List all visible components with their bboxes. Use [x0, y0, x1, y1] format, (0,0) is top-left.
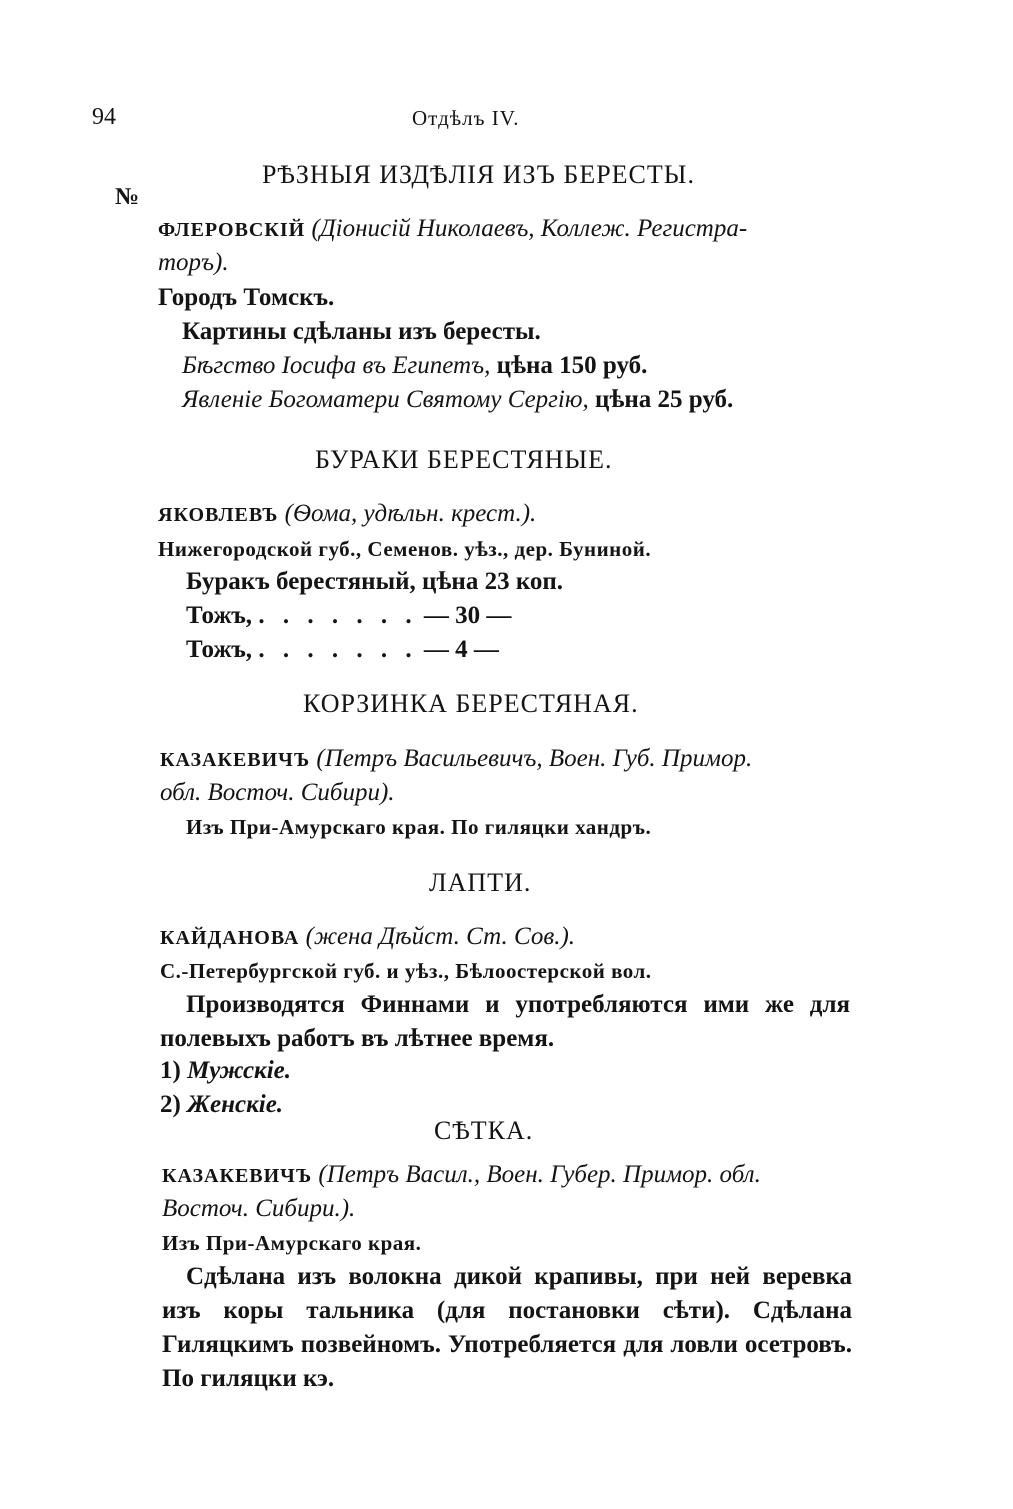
exhibitor-line	[158, 497, 536, 532]
page-number: 94	[92, 104, 116, 130]
location: Городъ Томскъ.	[158, 284, 335, 311]
section-heading: РѢЗНЫЯ ИЗДѢЛІЯ ИЗЪ БЕРЕСТЫ.	[262, 160, 695, 189]
list-item: Буракъ берестяный, цѣна 23 коп.	[186, 568, 564, 595]
exhibitor-line	[158, 212, 747, 247]
item-value: — 4 —	[423, 636, 499, 663]
exhibitor-name: КАЙДАНОВА	[160, 927, 300, 949]
list-item	[182, 349, 647, 383]
exhibitor-info: (Петръ Васильевичъ, Воен. Губ. Примор.	[316, 745, 753, 772]
item-title: Явленіе Богоматери Святому Сергію,	[182, 386, 589, 413]
item-value: — 30 —	[423, 602, 512, 629]
section-heading: СѢТКА.	[434, 1116, 534, 1145]
item-label: Женскіе.	[187, 1091, 284, 1118]
exhibitor-info-continued: обл. Восточ. Сибири).	[160, 779, 395, 806]
location: Изъ При-Амурскаго края.	[162, 1231, 422, 1255]
item-price: цѣна 150 руб.	[496, 352, 648, 379]
list-item	[186, 599, 511, 633]
exhibitor-info-continued: торъ).	[158, 249, 229, 276]
exhibitor-line	[160, 920, 575, 955]
item-number: 2)	[160, 1091, 181, 1118]
exhibitor-info-continued: Восточ. Сибири.).	[162, 1195, 356, 1222]
item-leader-dots: . . . . . . .	[258, 602, 418, 629]
exhibitor-name: КАЗАКЕВИЧЪ	[162, 1165, 313, 1187]
description: Картины сдѣланы изъ бересты.	[182, 318, 541, 345]
location: С.-Петербургской губ. и уѣз., Бѣлоостерской вол.	[160, 959, 652, 983]
list-item	[160, 1088, 283, 1122]
section-heading: ЛАПТИ.	[429, 868, 532, 897]
exhibitor-info: (Петръ Васил., Воен. Губер. Примор. обл.	[318, 1161, 761, 1188]
item-number: 1)	[160, 1057, 181, 1084]
exhibitor-name: ФЛЕРОВСКІЙ	[158, 219, 306, 241]
exhibitor-line	[162, 1158, 761, 1193]
exhibitor-name: ЯКОВЛЕВЪ	[158, 504, 279, 526]
item-price: цѣна 25 руб.	[595, 386, 734, 413]
exhibitor-name: КАЗАКЕВИЧЪ	[160, 749, 311, 771]
location: Изъ При-Амурскаго края. По гиляцки хандръ.	[186, 815, 652, 839]
list-item	[182, 383, 733, 417]
list-item	[186, 633, 499, 667]
item-title: Бѣгство Іосифа въ Египетъ,	[182, 352, 491, 379]
running-head: Отдѣлъ IV.	[412, 106, 520, 130]
exhibitor-info: (жена Дѣйст. Ст. Сов.).	[305, 923, 576, 950]
number-column-mark: №	[115, 184, 140, 210]
description: Производятся Финнами и употребляются ими же для полевыхъ работъ въ лѣтнее время.	[160, 991, 850, 1052]
section-heading: БУРАКИ БЕРЕСТЯНЫЕ.	[315, 445, 613, 474]
exhibitor-info: (Діонисій Николаевъ, Коллеж. Регистра-	[311, 215, 748, 242]
item-label: Тожъ,	[186, 602, 253, 629]
exhibitor-line	[160, 742, 752, 777]
description: Сдѣлана изъ волокна дикой крапивы, при ней веревка изъ коры тальника (для постановки сѣти). Сдѣлана Гиляцкимъ позвейномъ. Употребляется для ловли осетровъ. По гиляцки кэ.	[162, 1263, 852, 1392]
item-leader-dots: . . . . . . .	[258, 636, 418, 663]
item-label: Мужскіе.	[187, 1057, 292, 1084]
exhibitor-info: (Ѳома, удѣльн. крест.).	[284, 500, 537, 527]
section-heading: КОРЗИНКА БЕРЕСТЯНАЯ.	[303, 689, 639, 718]
list-item	[160, 1054, 291, 1088]
location: Нижегородской губ., Семенов. уѣз., дер. Буниной.	[158, 537, 652, 561]
item-label: Тожъ,	[186, 636, 253, 663]
